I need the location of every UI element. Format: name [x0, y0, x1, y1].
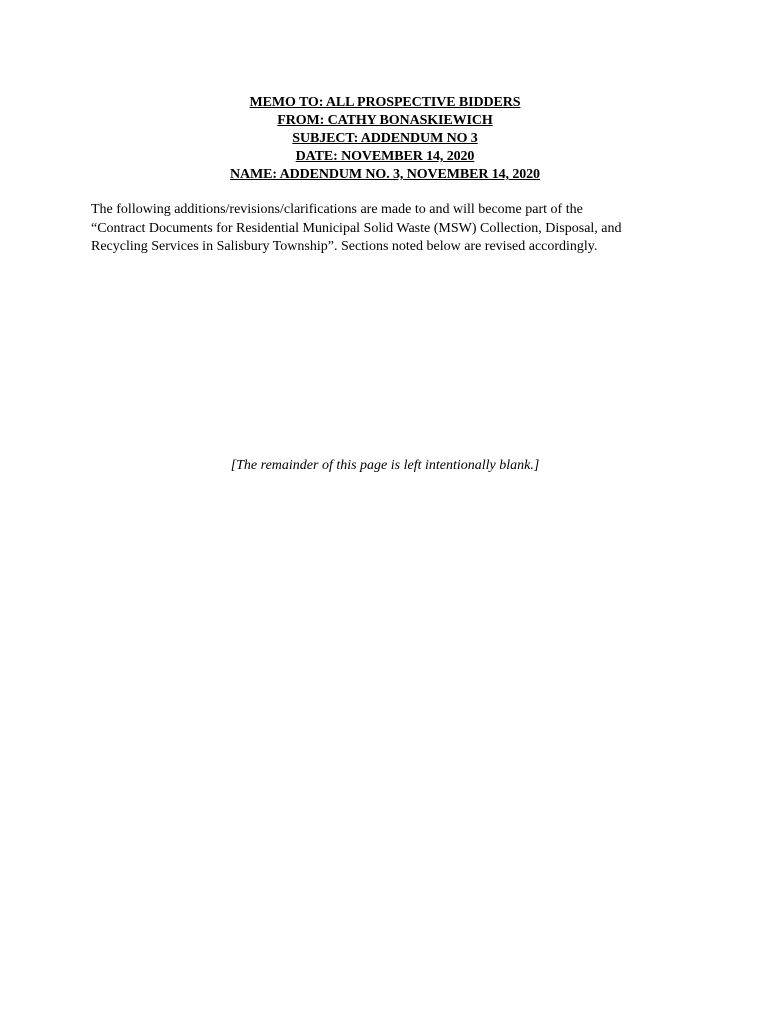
memo-from-line: FROM: CATHY BONASKIEWICH	[277, 113, 493, 128]
memo-name-line: NAME: ADDENDUM NO. 3, NOVEMBER 14, 2020	[230, 167, 540, 182]
memo-to-line: MEMO TO: ALL PROSPECTIVE BIDDERS	[249, 95, 521, 110]
intro-paragraph-line: “Contract Documents for Residential Municipal Solid Waste (MSW) Collection, Disposal, and	[91, 220, 622, 236]
intro-paragraph-line: Recycling Services in Salisbury Township”. Sections noted below are revised accordingly.	[91, 239, 598, 254]
memo-subject-line: SUBJECT: ADDENDUM NO 3	[292, 131, 478, 146]
intro-paragraph-line: The following additions/revisions/clarifications are made to and will become part of the	[91, 202, 583, 217]
intro-paragraph	[91, 201, 691, 257]
intentionally-blank-note: [The remainder of this page is left intentionally blank.]	[230, 458, 540, 473]
memo-header	[0, 94, 770, 184]
memo-date-line: DATE: NOVEMBER 14, 2020	[295, 149, 475, 164]
